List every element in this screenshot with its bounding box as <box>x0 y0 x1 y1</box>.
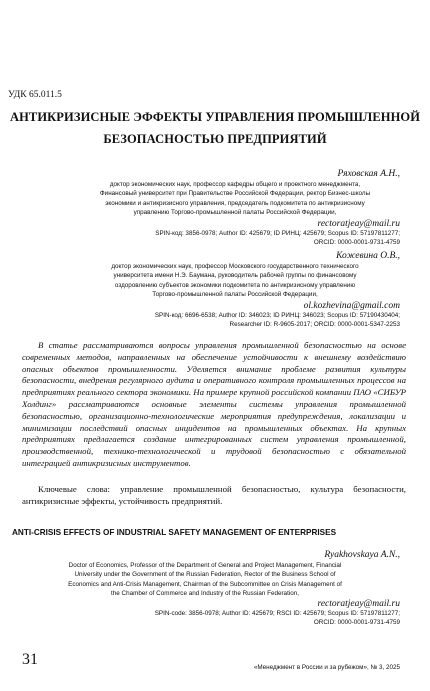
author-ids <box>70 311 400 330</box>
author-email[interactable]: rectoratjeay@mail.ru <box>317 598 400 609</box>
author-name: Ryakhovskaya A.N., <box>324 550 400 560</box>
article-title-ru: АНТИКРИЗИСНЫЕ ЭФФЕКТЫ УПРАВЛЕНИЯ ПРОМЫШЛЕННОЙ БЕЗОПАСНОСТЬЮ ПРЕДПРИЯТИЙ <box>9 110 421 146</box>
ids-line: Researcher ID: R-9605-2017; ORCID: 0000-0001-5347-2253 <box>229 321 400 329</box>
author-affiliation <box>70 180 400 218</box>
author-block-en <box>10 550 400 627</box>
author-name: Кожевина О.В., <box>336 251 400 261</box>
affiliation-line: оздоровлению субъектов экономики подкомитета по антикризисному управлению <box>114 281 356 289</box>
author-ids <box>10 609 400 628</box>
ids-line: SPIN-код: 3856-0978; Author ID: 425679; ID РИНЦ: 425679; Scopus ID: 57197811277; <box>155 229 400 237</box>
affiliation-line: Финансовый университет при Правительстве Российской Федерации, ректор Бизнес-школы <box>99 190 371 198</box>
ids-line: ORCID: 0000-0001-9731-4759 <box>313 619 400 627</box>
author-block-2 <box>70 251 400 329</box>
affiliation-line: университета имени Н.Э. Баумана, руководитель рабочей группы по финансовому <box>113 272 357 280</box>
keywords: Ключевые слова: управление промышленной безопасностью, культура безопасности, антикризисные эффекты, устойчивость предприятий. <box>22 484 406 506</box>
affiliation-line: доктор экономических наук, профессор кафедры общего и проектного менеджмента, <box>109 181 361 188</box>
ids-line: ORCID: 0000-0001-9731-4759 <box>313 239 400 247</box>
author-name: Ряховская А.Н., <box>337 169 400 179</box>
affiliation-line: Economics and Anti-Crisis Management, Chairman of the Subcommittee on Crisis Management of <box>68 580 342 588</box>
page-number: 31 <box>22 651 38 668</box>
affiliation-line: управлению Торгово-промышленной палаты Российской Федерации, <box>133 209 337 217</box>
affiliation-line: University under the Government of the Russian Federation, Rector of the Business School of <box>74 571 336 579</box>
author-email[interactable]: ol.kozhevina@gmail.com <box>303 300 400 311</box>
author-block-1 <box>70 169 400 247</box>
journal-footer: «Менеджмент в России и за рубежом», № 3, 2025 <box>253 664 400 671</box>
author-affiliation <box>10 561 400 599</box>
article-title-en: ANTI-CRISIS EFFECTS OF INDUSTRIAL SAFETY MANAGEMENT OF ENTERPRISES <box>12 528 337 537</box>
author-ids <box>70 229 400 248</box>
author-email[interactable]: rectoratjeay@mail.ru <box>317 218 400 229</box>
affiliation-line: Торгово-промышленной палаты Российской Федерации, <box>152 291 318 299</box>
affiliation-line: Doctor of Economics, Professor of the Department of General and Project Management, Financial <box>68 562 342 569</box>
ids-line: SPIN-code: 3856-0978; Author ID: 425679; RSCI ID: 425679; Scopus ID: 57197811277; <box>154 609 400 617</box>
affiliation-line: доктор экономических наук, профессор Московского государственного технического <box>111 263 359 270</box>
ids-line: SPIN-код: 6696-6538; Author ID: 346023; ID РИНЦ: 346023; Scopus ID: 57190430404; <box>154 311 400 319</box>
affiliation-line: экономики и антикризисного управления, председатель подкомитета по антикризисному <box>105 199 365 207</box>
author-affiliation <box>70 262 400 300</box>
abstract: В статье рассматриваются вопросы управления промышленной безопасностью на основе современных методов, направленных на обеспечение устойчивости к внешнему воздействию опасных объектов промышленности. Уделяется внимание проблеме развития культуры безопасности, внедрения регулярного аудита и оперативного контроля промышленных процессов на предприятиях реального сектора экономики. На примере крупной российской компании ПАО «СИБУР Холдинг» рассматриваются основные элементы системы управления промышленной безопасностью, организационно-технологические мероприятия предупреждения, локализации и минимизации последствий опасных инцидентов на промышленных объектах. На крупных предприятиях предлагается создание интегрированных систем управления промышленной, производственной, технико-технологической и трудовой безопасностью с обязательной интеграцией антикризисных инструментов. <box>22 340 406 468</box>
affiliation-line: the Chamber of Commerce and Industry of the Russian Federation, <box>111 590 299 598</box>
udc-code: УДК 65.011.5 <box>8 90 62 100</box>
